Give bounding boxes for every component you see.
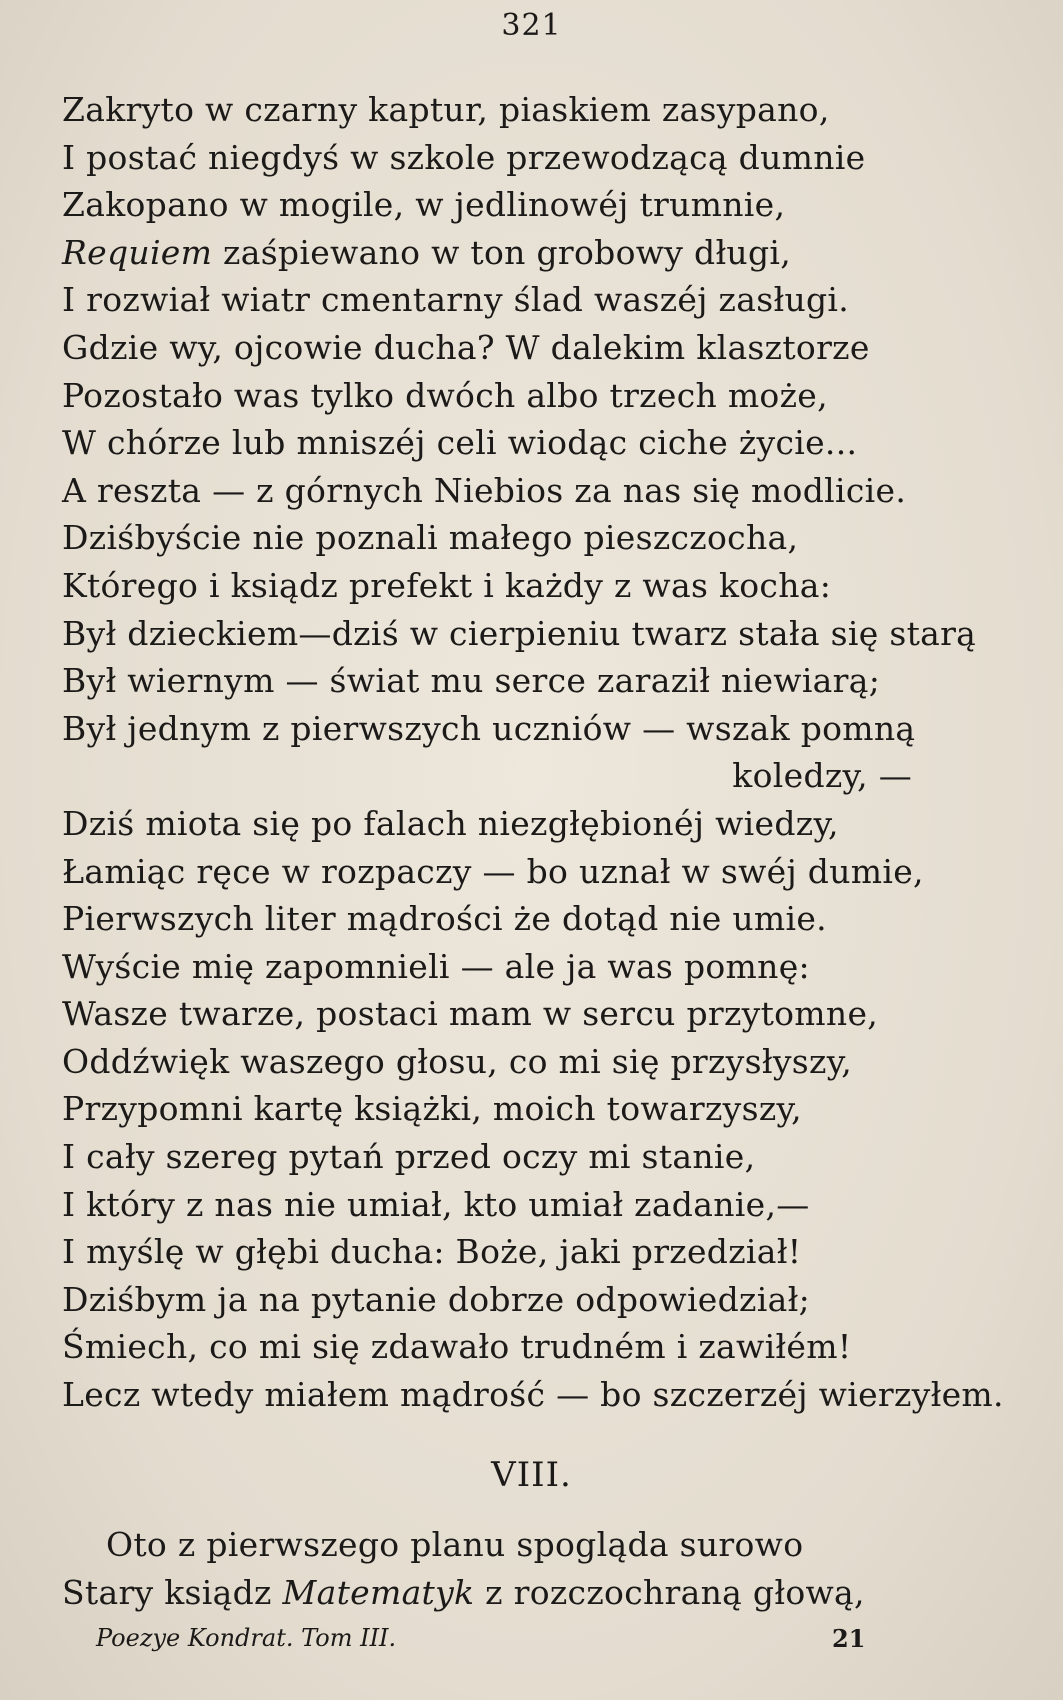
poem-line: Pozostało was tylko dwóch albo trzech może, xyxy=(62,375,828,415)
poem-line: Dziśbyście nie poznali małego pieszczocha, xyxy=(62,518,799,558)
poem-line: Pierwszych liter mądrości że dotąd nie umie. xyxy=(62,899,827,939)
poem-line: W chórze lub mniszéj celi wiodąc ciche życie... xyxy=(62,423,858,463)
page-number: 321 xyxy=(501,8,562,43)
poem-line: I cały szereg pytań przed oczy mi stanie, xyxy=(62,1137,756,1177)
poem-line: Zakopano w mogile, w jedlinowéj trumnie, xyxy=(62,185,786,225)
matematyk-word: Matematyk xyxy=(282,1572,475,1612)
signature-mark: 21 xyxy=(832,1624,866,1653)
poem-line: Lecz wtedy miałem mądrość — bo szczerzéj wierzyłem. xyxy=(62,1375,1004,1415)
poem-line: I myślę w głębi ducha: Boże, jaki przedział! xyxy=(62,1232,802,1272)
stanza-viii xyxy=(62,1521,962,1616)
poem-body xyxy=(62,86,1004,1419)
poem-line: Oto z pierwszego planu spogląda surowo xyxy=(106,1525,804,1564)
poem-line: I który z nas nie umiał, kto umiał zadanie,— xyxy=(62,1184,810,1224)
poem-line: Przypomni kartę książki, moich towarzyszy, xyxy=(62,1089,802,1129)
poem-line: Gdzie wy, ojcowie ducha? W dalekim klasztorze xyxy=(62,327,870,367)
poem-line: A reszta — z górnych Niebios za nas się modlicie. xyxy=(62,470,907,510)
poem-line: Dziś miota się po falach niezgłębionéj wiedzy, xyxy=(62,803,839,843)
poem-line-text: zaśpiewano w ton grobowy długi, xyxy=(223,232,792,272)
poem-line: Wasze twarze, postaci mam w sercu przytomne, xyxy=(62,994,879,1034)
poem-line: I rozwiał wiatr cmentarny ślad waszéj zasługi. xyxy=(62,280,850,320)
poem-line: Był jednym z pierwszych uczniów — wszak pomną xyxy=(62,708,916,748)
poem-line: Zakryto w czarny kaptur, piaskiem zasypano, xyxy=(62,90,830,129)
poem-line: Śmiech, co mi się zdawało trudném i zawiłém! xyxy=(62,1327,852,1367)
poem-line-text: z rozczochraną głową, xyxy=(485,1572,865,1612)
requiem-word: Requiem xyxy=(62,232,213,272)
poem-line: Którego i ksiądz prefekt i każdy z was kocha: xyxy=(62,565,832,605)
poem-line xyxy=(62,1569,962,1617)
poem-line: Dziśbym ja na pytanie dobrze odpowiedział; xyxy=(62,1279,810,1319)
poem-line-text: Stary ksiądz xyxy=(62,1572,272,1612)
poem-line: Łamiąc ręce w rozpaczy — bo uznał w swéj dumie, xyxy=(62,851,924,891)
poem-line: Wyście mię zapomnieli — ale ja was pomnę: xyxy=(62,946,810,986)
poem-line: Oddźwięk waszego głosu, co mi się przysłyszy, xyxy=(62,1041,853,1081)
poem-line-continuation: koledzy, — xyxy=(732,756,912,796)
section-heading: VIII. xyxy=(491,1455,572,1495)
poem-line: I postać niegdyś w szkole przewodzącą dumnie xyxy=(62,137,866,177)
poem-line: Był dzieckiem—dziś w cierpieniu twarz stała się starą xyxy=(62,613,977,653)
running-footer-title: Poezye Kondrat. Tom III. xyxy=(96,1624,397,1652)
poem-line-requiem xyxy=(62,229,962,277)
poem-line: Był wiernym — świat mu serce zaraził niewiarą; xyxy=(62,661,881,701)
